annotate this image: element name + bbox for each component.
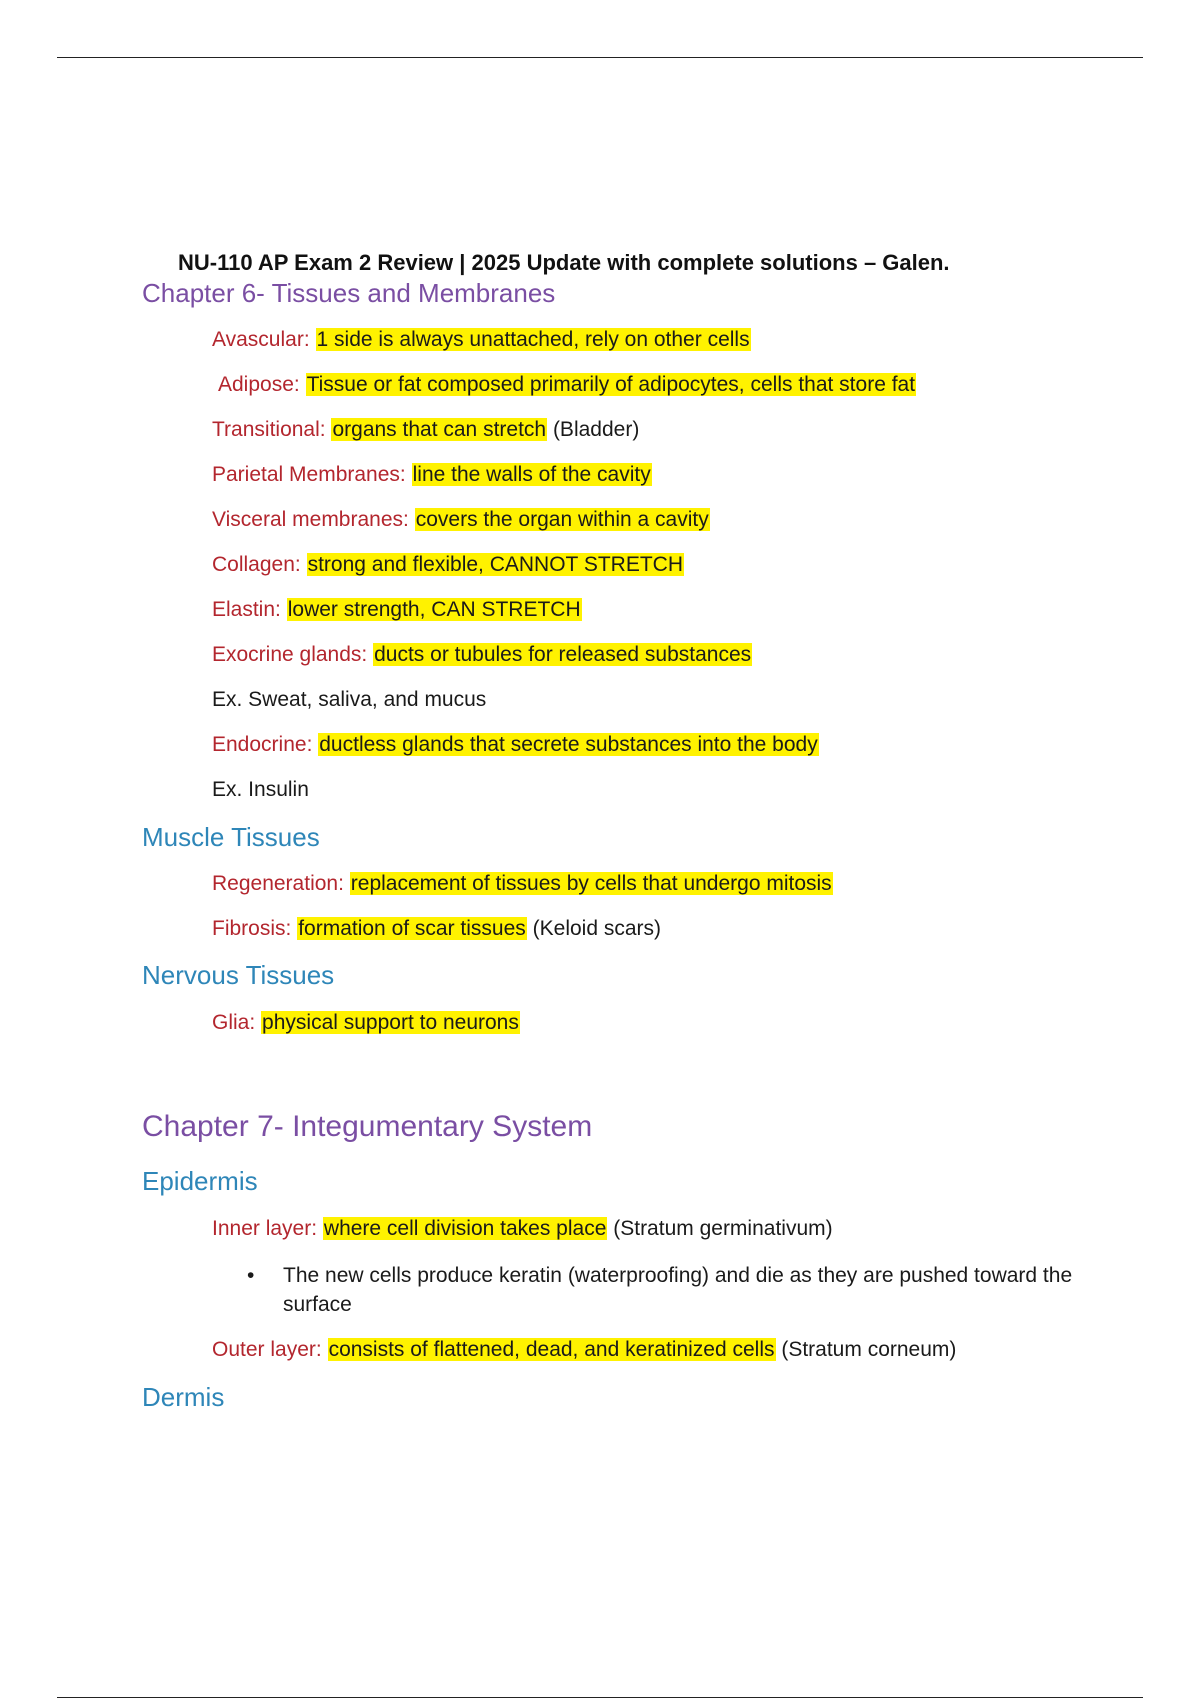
- chapter-6-heading: Chapter 6- Tissues and Membranes: [142, 278, 556, 308]
- term-definition: strong and flexible, CANNOT STRETCH: [307, 553, 683, 576]
- term-definition: line the walls of the cavity: [412, 463, 651, 486]
- term-label: Parietal Membranes: [212, 463, 400, 486]
- term-label: Visceral membranes: [212, 508, 404, 531]
- term-label: Exocrine glands: [212, 643, 362, 666]
- term-note: (Bladder): [552, 418, 640, 441]
- term-entry: Glia: physical support to neurons: [212, 1011, 519, 1034]
- epidermis-heading: Epidermis: [142, 1166, 258, 1196]
- dermis-heading: Dermis: [142, 1382, 225, 1412]
- term-label: Endocrine: [212, 733, 307, 756]
- term-entry: Visceral membranes: covers the organ within a cavity: [212, 508, 709, 531]
- example-text: Ex. Insulin: [212, 778, 309, 801]
- chapter-7-heading: Chapter 7- Integumentary System: [142, 1110, 593, 1143]
- term-label: Glia: [212, 1011, 250, 1034]
- term-label: Outer layer: [212, 1338, 316, 1361]
- term-label: Elastin: [212, 598, 276, 621]
- term-definition: consists of flattened, dead, and keratinized cells: [328, 1338, 775, 1361]
- term-definition: replacement of tissues by cells that undergo mitosis: [350, 872, 832, 895]
- term-entry: Outer layer: consists of flattened, dead, and keratinized cells (Stratum corneum): [212, 1338, 957, 1361]
- term-entry: Exocrine glands: ducts or tubules for released substances: [212, 643, 752, 666]
- term-entry: Parietal Membranes: line the walls of the cavity: [212, 463, 651, 486]
- term-label: Inner layer: [212, 1217, 312, 1240]
- term-entry: Endocrine: ductless glands that secrete substances into the body: [212, 733, 818, 756]
- term-note: (Stratum germinativum): [613, 1217, 833, 1240]
- term-definition: where cell division takes place: [323, 1217, 607, 1240]
- term-entry: Adipose: Tissue or fat composed primarily of adipocytes, cells that store fat: [218, 373, 916, 396]
- bullet-item: [247, 1261, 1077, 1319]
- term-label: Fibrosis: [212, 917, 286, 940]
- term-entry: Elastin: lower strength, CAN STRETCH: [212, 598, 581, 621]
- term-label: Regeneration: [212, 872, 339, 895]
- term-definition: ducts or tubules for released substances: [374, 643, 752, 666]
- term-definition: 1 side is always unattached, rely on other cells: [316, 328, 750, 351]
- term-entry: Collagen: strong and flexible, CANNOT STRETCH: [212, 553, 683, 576]
- nervous-tissues-heading: Nervous Tissues: [142, 960, 335, 990]
- term-definition: formation of scar tissues: [298, 917, 526, 940]
- term-entry: Regeneration: replacement of tissues by cells that undergo mitosis: [212, 872, 832, 895]
- term-label: Avascular: [212, 328, 304, 351]
- term-label: Collagen: [212, 553, 295, 576]
- term-definition: Tissue or fat composed primarily of adipocytes, cells that store fat: [306, 373, 916, 396]
- bullet-text: The new cells produce keratin (waterproofing) and die as they are pushed toward the surface: [283, 1264, 1073, 1316]
- term-entry: Transitional: organs that can stretch (Bladder): [212, 418, 640, 441]
- term-label: Transitional: [212, 418, 320, 441]
- term-note: (Keloid scars): [532, 917, 662, 940]
- term-definition: lower strength, CAN STRETCH: [287, 598, 581, 621]
- term-definition: ductless glands that secrete substances into the body: [319, 733, 818, 756]
- term-entry: Inner layer: where cell division takes place (Stratum germinativum): [212, 1217, 833, 1240]
- term-note: (Stratum corneum): [781, 1338, 957, 1361]
- document-title: NU-110 AP Exam 2 Review | 2025 Update with complete solutions – Galen.: [178, 250, 950, 275]
- bullet-icon: •: [247, 1264, 255, 1287]
- example-text: Ex. Sweat, saliva, and mucus: [212, 688, 487, 711]
- term-entry: Fibrosis: formation of scar tissues (Keloid scars): [212, 917, 662, 940]
- term-definition: organs that can stretch: [332, 418, 547, 441]
- header-rule: [57, 57, 1143, 58]
- term-label: Adipose: [218, 373, 294, 396]
- footer-rule: [57, 1697, 1143, 1698]
- term-definition: physical support to neurons: [262, 1011, 519, 1034]
- term-definition: covers the organ within a cavity: [415, 508, 709, 531]
- muscle-tissues-heading: Muscle Tissues: [142, 822, 320, 852]
- term-entry: Avascular: 1 side is always unattached, rely on other cells: [212, 328, 750, 351]
